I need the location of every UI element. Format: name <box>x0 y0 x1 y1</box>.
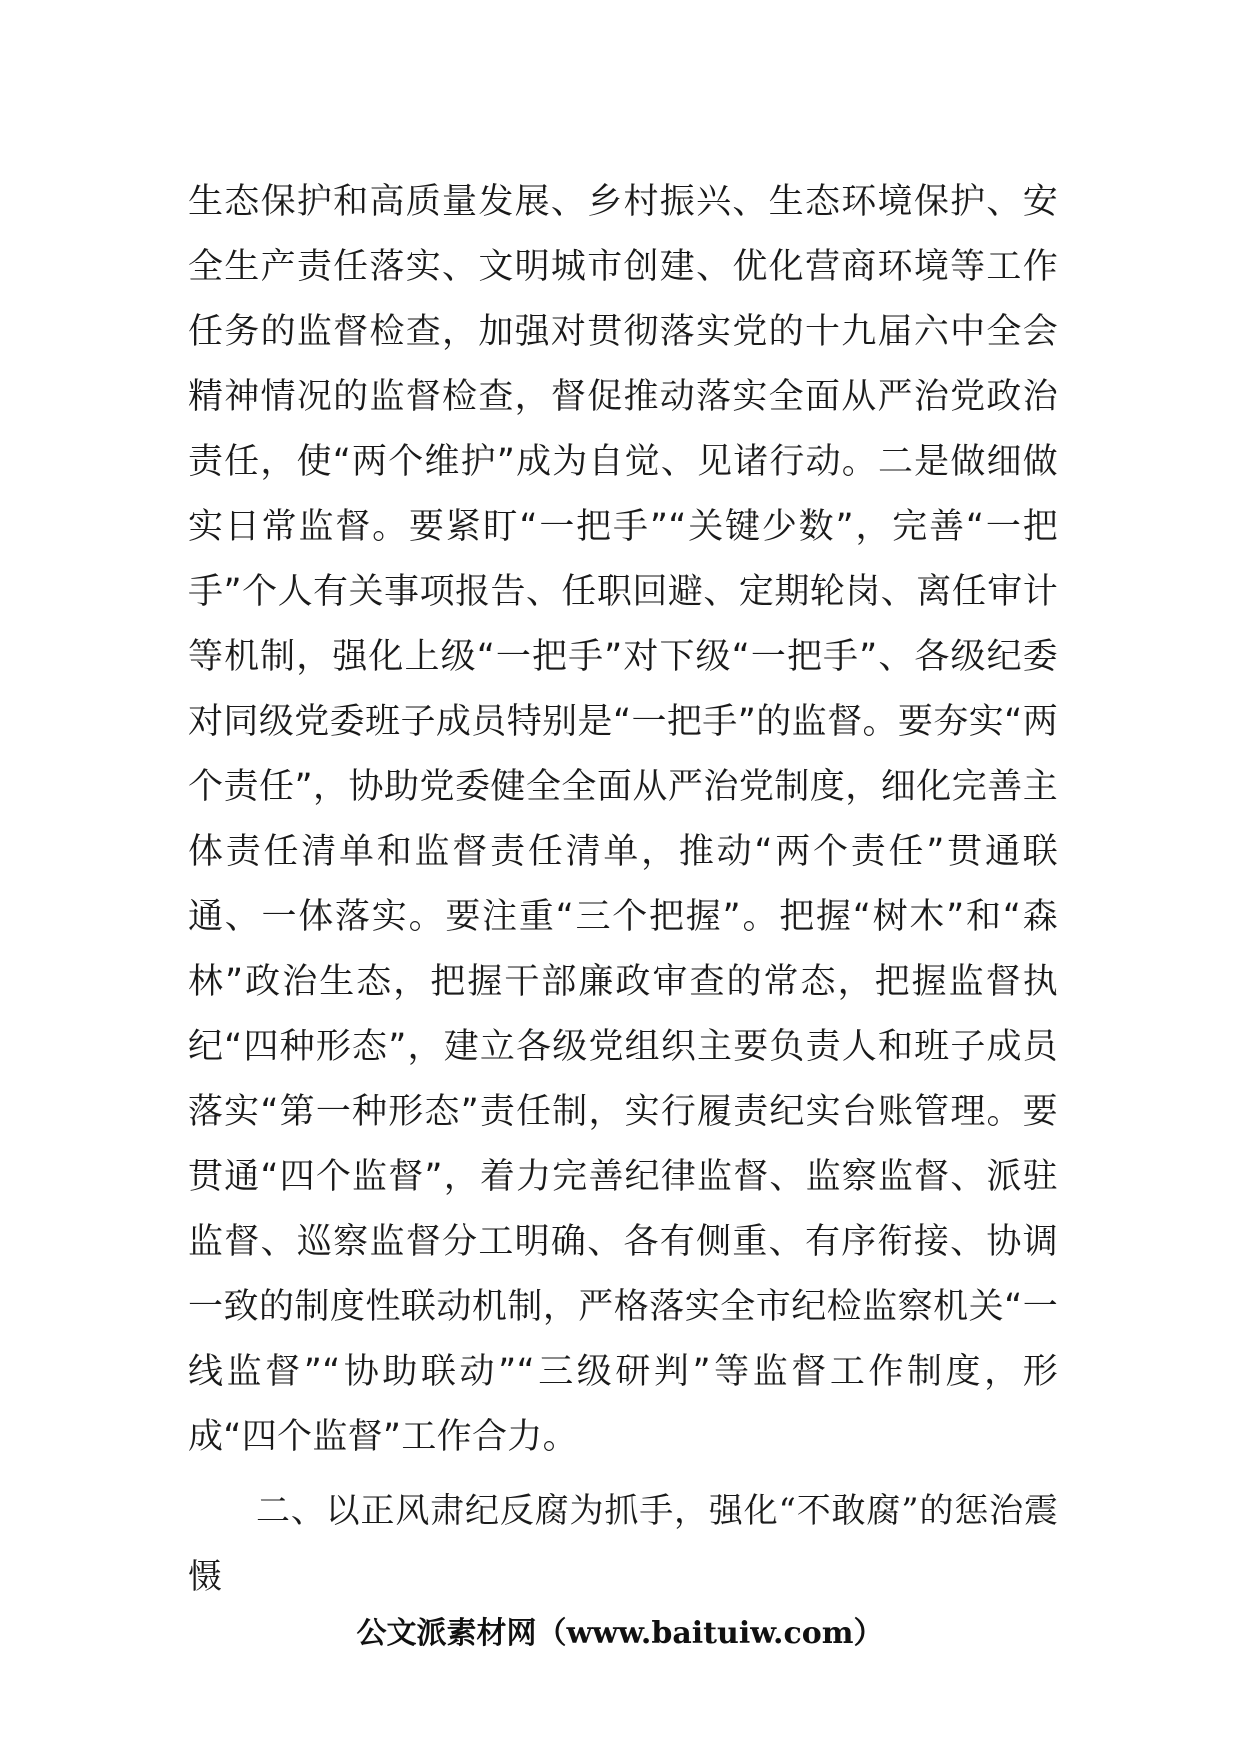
footer-watermark: 公文派素材网（www.baituiw.com） <box>356 1616 884 1651</box>
section-heading: 二、以正风肃纪反腐为抓手，强化“不敢腐”的惩治震慑 <box>188 1491 1058 1597</box>
body-paragraph: 生态保护和高质量发展、乡村振兴、生态环境保护、安全生产责任落实、文明城市创建、优化营商环境等工作任务的监督检查，加强对贯彻落实党的十九届六中全会精神情况的监督检查，督促推动落实全面从严治党政治责任，使“两个维护”成为自觉、见诸行动。二是做细做实日常监督。要紧盯“一把手”“关键少数”，完善“一把手”个人有关事项报告、任职回避、定期轮岗、离任审计等机制，强化上级“一把手”对下级“一把手”、各级纪委对同级党委班子成员特别是“一把手”的监督。要夯实“两个责任”，协助党委健全全面从严治党制度，细化完善主体责任清单和监督责任清单，推动“两个责任”贯通联通、一体落实。要注重“三个把握”。把握“树木”和“森林”政治生态，把握干部廉政审查的常态，把握监督执纪“四种形态”，建立各级党组织主要负责人和班子成员落实“第一种形态”责任制，实行履责纪实台账管理。要贯通“四个监督”，着力完善纪律监督、监察监督、派驻监督、巡察监督分工明确、各有侧重、有序衔接、协调一致的制度性联动机制，严格落实全市纪检监察机关“一线监督”“协助联动”“三级研判”等监督工作制度，形成“四个监督”工作合力。 <box>188 182 1058 1457</box>
